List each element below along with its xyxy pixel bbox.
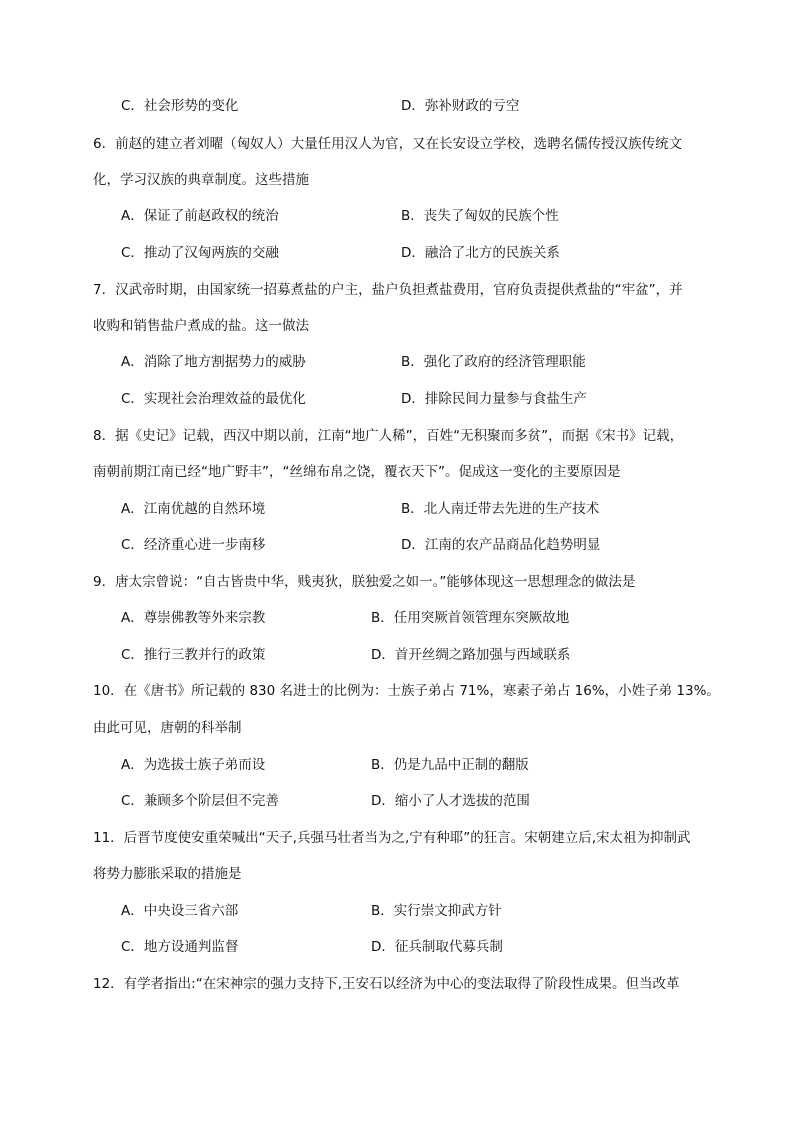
question-text: 由此可见，唐朝的科举制 [93, 720, 242, 736]
option-d: D．征兵制取代募兵制 [371, 939, 503, 955]
question-text: 11．后晋节度使安重荣喊出“天子,兵强马壮者当为之,宁有种耶”的狂言。宋朝建立后,宋太祖为抑制武 [93, 830, 691, 846]
option-c: C．推动了汉匈两族的交融 [121, 245, 279, 261]
option-d: D．江南的农产品商品化趋势明显 [401, 537, 601, 553]
option-a: A．保证了前赵政权的统治 [121, 208, 279, 224]
option-d: D．弥补财政的亏空 [401, 98, 520, 114]
option-a: A．为选拔士族子弟而设 [121, 757, 266, 773]
option-a: A．中央设三省六部 [121, 903, 239, 919]
question-text: 8．据《史记》记载，西汉中期以前，江南“地广人稀”，百姓“无积聚而多贫”，而据《宋书》记载， [93, 428, 684, 444]
question-text: 将势力膨胀采取的措施是 [93, 866, 242, 882]
option-d: D．首开丝绸之路加强与西域联系 [371, 647, 571, 663]
question-text: 收购和销售盐户煮成的盐。这一做法 [93, 318, 309, 334]
option-b: B．丧失了匈奴的民族个性 [401, 208, 559, 224]
option-c: C．推行三教并行的政策 [121, 647, 266, 663]
question-text: 12．有学者指出:“在宋神宗的强力支持下,王安石以经济为中心的变法取得了阶段性成果。但当改革 [93, 976, 680, 992]
option-b: B．实行崇文抑武方针 [371, 903, 502, 919]
question-text: 6．前赵的建立者刘曜（匈奴人）大量任用汉人为官，又在长安设立学校，选聘名儒传授汉族传统文 [93, 136, 683, 152]
option-c: C．地方设通判监督 [121, 939, 239, 955]
option-c: C．兼顾多个阶层但不完善 [121, 793, 279, 809]
option-b: B．北人南迁带去先进的生产技术 [401, 501, 600, 517]
question-text: 10．在《唐书》所记载的 830 名进士的比例为：士族子弟占 71%，寒素子弟占 16%，小姓子弟 13%。 [93, 683, 720, 699]
option-c: C．实现社会治理效益的最优化 [121, 391, 306, 407]
question-text: 南朝前期江南已经“地广野丰”，“丝绵布帛之饶，覆衣天下”。促成这一变化的主要原因是 [93, 464, 621, 480]
option-b: B．任用突厥首领管理东突厥故地 [371, 610, 570, 626]
option-d: D．排除民间力量参与食盐生产 [401, 391, 587, 407]
option-c: C．经济重心进一步南移 [121, 537, 266, 553]
question-text: 7．汉武帝时期，由国家统一招募煮盐的户主，盐户负担煮盐费用，官府负责提供煮盐的“牢盆”，并 [93, 282, 683, 298]
option-b: B．强化了政府的经济管理职能 [401, 354, 586, 370]
question-text: 9．唐太宗曾说：“自古皆贵中华，贱夷狄，朕独爱之如一。”能够体现这一思想理念的做法是 [93, 574, 636, 590]
option-c: C．社会形势的变化 [121, 98, 239, 114]
option-b: B．仍是九品中正制的翻版 [371, 757, 529, 773]
option-a: A．尊崇佛教等外来宗教 [121, 610, 266, 626]
question-text: 化，学习汉族的典章制度。这些措施 [93, 172, 309, 188]
option-d: D．缩小了人才选拔的范围 [371, 793, 530, 809]
option-a: A．消除了地方割据势力的威胁 [121, 354, 306, 370]
option-a: A．江南优越的自然环境 [121, 501, 266, 517]
option-d: D．融洽了北方的民族关系 [401, 245, 560, 261]
